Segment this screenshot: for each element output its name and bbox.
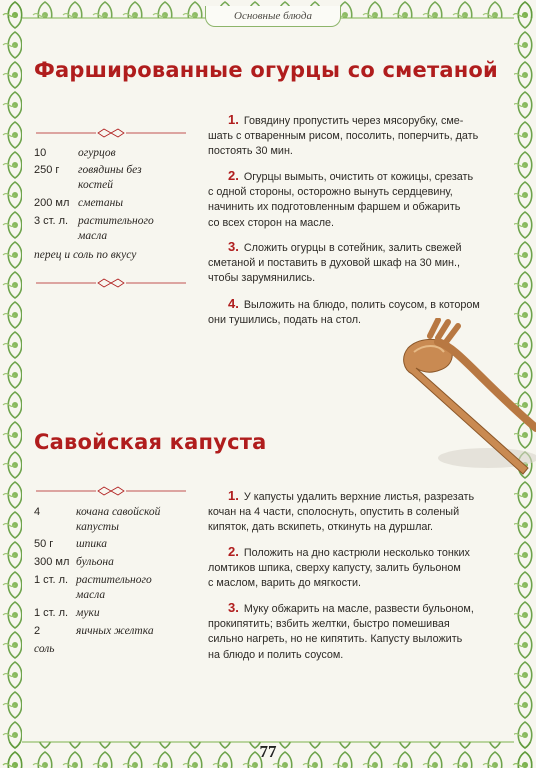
divider-ornament [36, 128, 186, 138]
step: 2. Огурцы вымыть, очистить от кожицы, срезать с одной стороны, осторожно вынуть сердцевину, начинить их подготовленным фаршем и обжарить со всех сторон на масле. [208, 168, 474, 229]
step: 3. Муку обжарить на масле, развести бульоном, прокипятить; взбить желтки, быстро помешивая сильно нагреть, но не кипятить. Капусту выложить на блюдо и полить соусом. [208, 600, 474, 661]
step: 1. У капусты удалить верхние листья, разрезать кочан на 4 части, сполоснуть, опустить в соленый кипяток, дать вскипеть, откинуть на дуршлаг. [208, 488, 475, 534]
divider-ornament [36, 278, 186, 288]
step: 4. Выложить на блюдо, полить соусом, в котором они тушились, подать на стол. [208, 296, 480, 327]
step: 1. Говядину пропустить через мясорубку, сме- шать с отваренным рисом, посолить, поперчить, дать постоять 30 мин. [208, 112, 479, 158]
section-header: Основные блюда [205, 6, 341, 27]
recipe-title: Савойская капуста [34, 430, 267, 454]
recipe-title: Фаршированные огурцы со сметаной [34, 58, 498, 82]
step: 3. Сложить огурцы в сотейник, залить свежей сметаной и поставить в духовой шкаф на 30 мин., чтобы зарумянились. [208, 239, 462, 285]
page-number: 77 [259, 742, 277, 761]
ingredients-list: 4 кочана савойской капусты 50 г шпика 300 мл бульона 1 ст. л. растительного масла 1 ст. л. муки 2 яичных желтка соль [34, 506, 161, 655]
ingredients-list: 10 огурцов 250 г говядины без костей 200 мл сметаны 3 ст. л. растительного масла перец и соль по вкусу [34, 147, 154, 261]
instructions [208, 488, 518, 668]
divider-ornament [36, 486, 186, 496]
step: 2. Положить на дно кастрюли несколько тонких ломтиков шпика, сверху капусту, залить бульоном с маслом, варить до мягкости. [208, 544, 470, 590]
instructions [208, 112, 518, 332]
wooden-spoons-image [378, 318, 536, 478]
